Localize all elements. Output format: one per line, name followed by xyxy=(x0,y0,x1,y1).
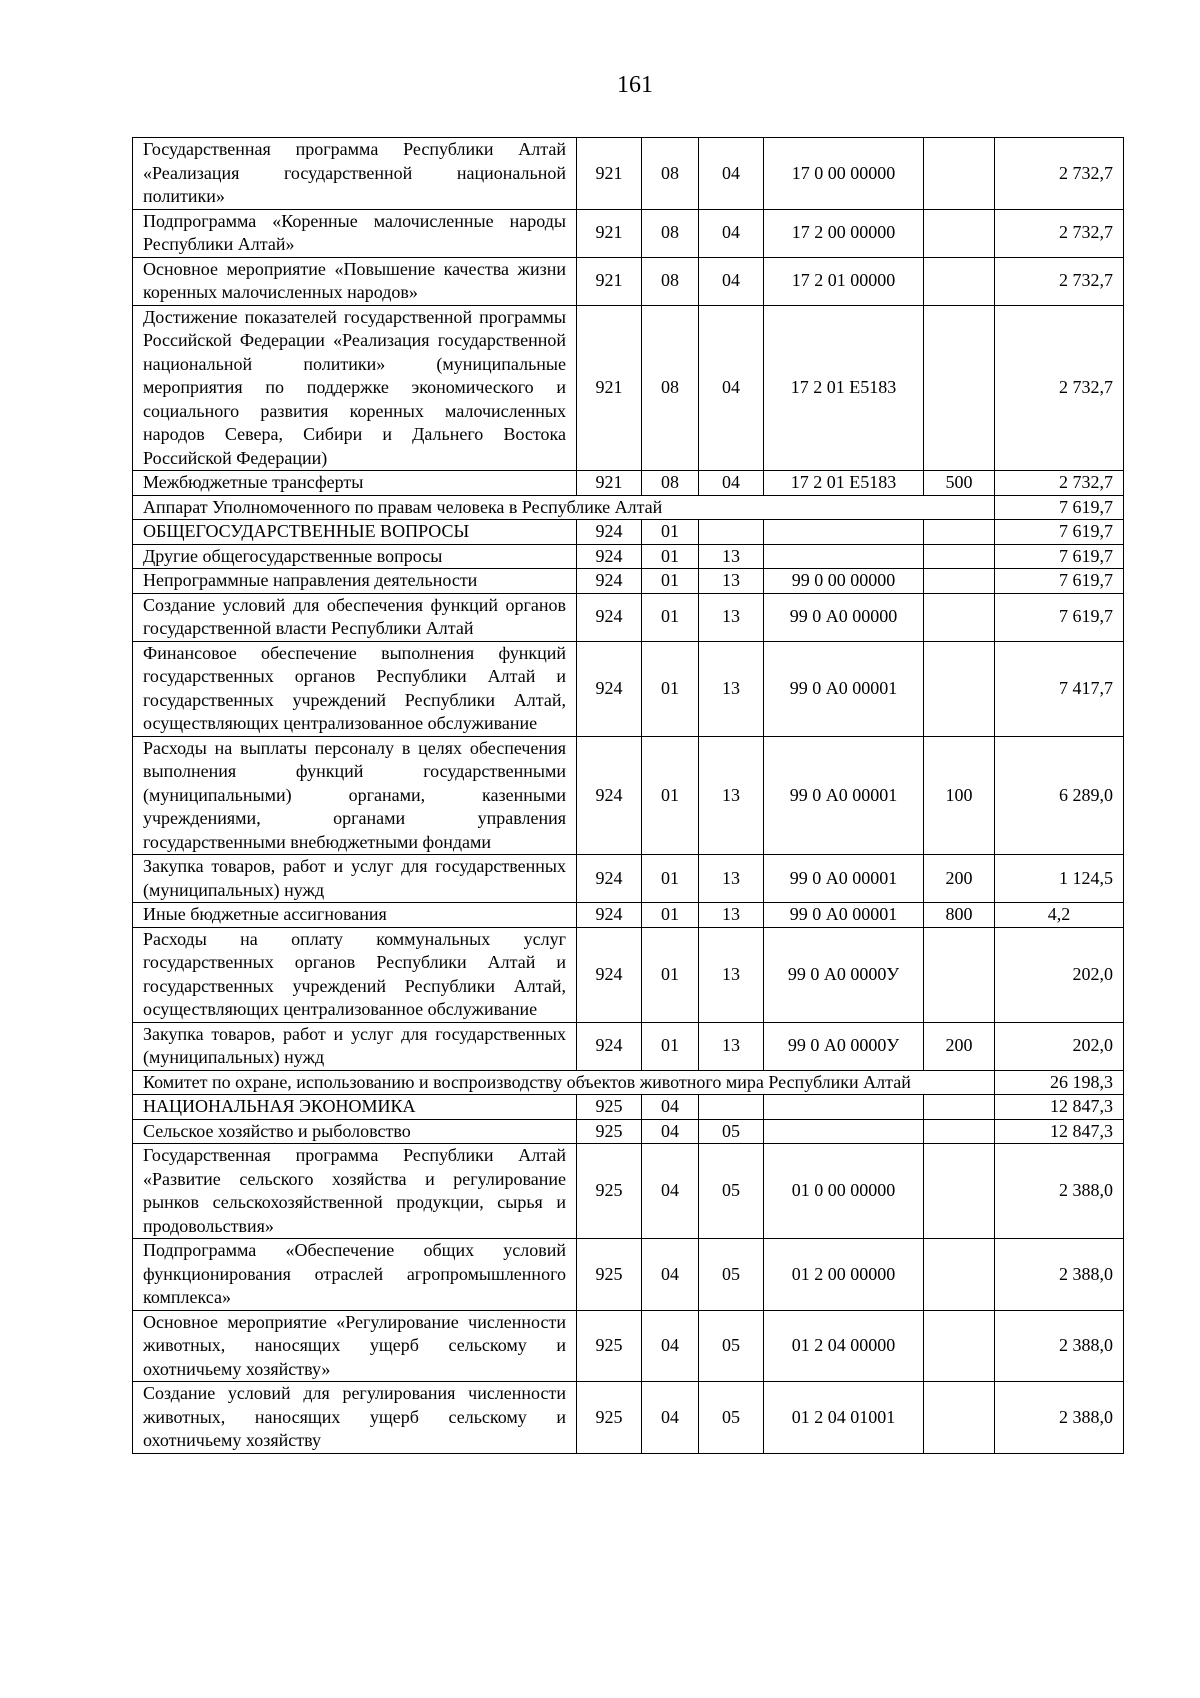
section-code-cell: 08 xyxy=(642,257,699,305)
section-code-cell: 01 xyxy=(642,927,699,1022)
section-code-cell: 04 xyxy=(642,1095,699,1120)
organization-name-cell: Комитет по охране, использованию и воспроизводству объектов животного мира Республики Алтай xyxy=(133,1070,995,1095)
table-section-row xyxy=(133,1070,1124,1095)
item-name-cell: Другие общегосударственные вопросы xyxy=(133,544,577,569)
expense-type-cell xyxy=(924,1144,995,1239)
subsection-code-cell: 04 xyxy=(699,471,764,496)
subsection-code-cell: 05 xyxy=(699,1239,764,1311)
amount-cell: 12 847,3 xyxy=(995,1095,1124,1120)
ministry-code-cell: 925 xyxy=(577,1310,642,1382)
expense-type-cell: 800 xyxy=(924,903,995,928)
target-code-cell: 01 2 04 01001 xyxy=(764,1382,924,1454)
table-row xyxy=(133,641,1124,736)
section-code-cell: 08 xyxy=(642,471,699,496)
target-code-cell: 99 0 А0 00001 xyxy=(764,736,924,855)
target-code-cell xyxy=(764,520,924,545)
section-code-cell: 01 xyxy=(642,569,699,594)
expense-type-cell xyxy=(924,593,995,641)
item-name-cell: Создание условий для обеспечения функций органов государственной власти Республики Алтай xyxy=(133,593,577,641)
ministry-code-cell: 924 xyxy=(577,903,642,928)
subsection-code-cell: 13 xyxy=(699,927,764,1022)
table-row xyxy=(133,593,1124,641)
item-name-cell: Расходы на оплату коммунальных услуг государственных органов Республики Алтай и государственных учреждений Республики Алтай, осуществляющих централизованное обслуживание xyxy=(133,927,577,1022)
amount-cell: 6 289,0 xyxy=(995,736,1124,855)
budget-table xyxy=(132,137,1124,1454)
expense-type-cell xyxy=(924,520,995,545)
subsection-code-cell: 04 xyxy=(699,305,764,471)
subsection-code-cell: 13 xyxy=(699,1022,764,1070)
item-name-cell: Иные бюджетные ассигнования xyxy=(133,903,577,928)
section-code-cell: 01 xyxy=(642,736,699,855)
section-code-cell: 04 xyxy=(642,1119,699,1144)
target-code-cell: 17 2 01 Е5183 xyxy=(764,305,924,471)
page-number: 161 xyxy=(617,72,653,98)
ministry-code-cell: 925 xyxy=(577,1144,642,1239)
expense-type-cell xyxy=(924,209,995,257)
expense-type-cell xyxy=(924,1119,995,1144)
target-code-cell xyxy=(764,544,924,569)
ministry-code-cell: 924 xyxy=(577,736,642,855)
ministry-code-cell: 921 xyxy=(577,305,642,471)
table-row xyxy=(133,927,1124,1022)
expense-type-cell xyxy=(924,1382,995,1454)
item-name-cell: Сельское хозяйство и рыболовство xyxy=(133,1119,577,1144)
amount-cell: 4,2 xyxy=(995,903,1124,928)
amount-cell: 202,0 xyxy=(995,927,1124,1022)
subsection-code-cell: 04 xyxy=(699,138,764,210)
ministry-code-cell: 924 xyxy=(577,569,642,594)
section-code-cell: 08 xyxy=(642,138,699,210)
subsection-code-cell: 13 xyxy=(699,903,764,928)
expense-type-cell xyxy=(924,641,995,736)
subsection-code-cell: 05 xyxy=(699,1119,764,1144)
item-name-cell: Финансовое обеспечение выполнения функций государственных органов Республики Алтай и государственных учреждений Республики Алтай, осуществляющих централизованное обслуживание xyxy=(133,641,577,736)
table-row xyxy=(133,520,1124,545)
expense-type-cell xyxy=(924,1239,995,1311)
amount-cell: 7 619,7 xyxy=(995,495,1124,520)
amount-cell: 2 732,7 xyxy=(995,138,1124,210)
ministry-code-cell: 924 xyxy=(577,1022,642,1070)
table-row xyxy=(133,257,1124,305)
ministry-code-cell: 925 xyxy=(577,1239,642,1311)
target-code-cell: 01 2 04 00000 xyxy=(764,1310,924,1382)
table-row xyxy=(133,209,1124,257)
section-code-cell: 04 xyxy=(642,1239,699,1311)
item-name-cell: НАЦИОНАЛЬНАЯ ЭКОНОМИКА xyxy=(133,1095,577,1120)
amount-cell: 202,0 xyxy=(995,1022,1124,1070)
subsection-code-cell xyxy=(699,520,764,545)
amount-cell: 2 732,7 xyxy=(995,257,1124,305)
amount-cell: 7 619,7 xyxy=(995,544,1124,569)
target-code-cell: 17 0 00 00000 xyxy=(764,138,924,210)
ministry-code-cell: 924 xyxy=(577,641,642,736)
item-name-cell: Государственная программа Республики Алтай «Развитие сельского хозяйства и регулирование рынков сельскохозяйственной продукции, сырья и продовольствия» xyxy=(133,1144,577,1239)
target-code-cell: 99 0 А0 00000 xyxy=(764,593,924,641)
target-code-cell xyxy=(764,1095,924,1120)
amount-cell: 2 732,7 xyxy=(995,471,1124,496)
table-row xyxy=(133,544,1124,569)
subsection-code-cell: 05 xyxy=(699,1382,764,1454)
section-code-cell: 08 xyxy=(642,209,699,257)
table-row xyxy=(133,471,1124,496)
target-code-cell: 99 0 А0 0000У xyxy=(764,927,924,1022)
table-row xyxy=(133,1239,1124,1311)
ministry-code-cell: 921 xyxy=(577,138,642,210)
item-name-cell: Основное мероприятие «Регулирование численности животных, наносящих ущерб сельскому и охотничьему хозяйству» xyxy=(133,1310,577,1382)
subsection-code-cell xyxy=(699,1095,764,1120)
target-code-cell: 17 2 01 00000 xyxy=(764,257,924,305)
ministry-code-cell: 925 xyxy=(577,1382,642,1454)
item-name-cell: Подпрограмма «Коренные малочисленные народы Республики Алтай» xyxy=(133,209,577,257)
amount-cell: 2 732,7 xyxy=(995,305,1124,471)
item-name-cell: Расходы на выплаты персоналу в целях обеспечения выполнения функций государственными (муниципальными) органами, казенными учреждениями, органами управления государственными внебюджетными фондами xyxy=(133,736,577,855)
table-row xyxy=(133,1310,1124,1382)
section-code-cell: 01 xyxy=(642,593,699,641)
amount-cell: 7 619,7 xyxy=(995,569,1124,594)
target-code-cell: 01 2 00 00000 xyxy=(764,1239,924,1311)
target-code-cell xyxy=(764,1119,924,1144)
target-code-cell: 99 0 А0 00001 xyxy=(764,903,924,928)
amount-cell: 1 124,5 xyxy=(995,855,1124,903)
ministry-code-cell: 924 xyxy=(577,544,642,569)
section-code-cell: 04 xyxy=(642,1310,699,1382)
ministry-code-cell: 924 xyxy=(577,593,642,641)
expense-type-cell xyxy=(924,138,995,210)
table-row xyxy=(133,1382,1124,1454)
ministry-code-cell: 924 xyxy=(577,520,642,545)
item-name-cell: Подпрограмма «Обеспечение общих условий функционирования отраслей агропромышленного комплекса» xyxy=(133,1239,577,1311)
target-code-cell: 17 2 01 Е5183 xyxy=(764,471,924,496)
expense-type-cell: 200 xyxy=(924,1022,995,1070)
table-row xyxy=(133,138,1124,210)
ministry-code-cell: 921 xyxy=(577,471,642,496)
target-code-cell: 99 0 А0 0000У xyxy=(764,1022,924,1070)
target-code-cell: 01 0 00 00000 xyxy=(764,1144,924,1239)
amount-cell: 7 619,7 xyxy=(995,593,1124,641)
item-name-cell: Закупка товаров, работ и услуг для государственных (муниципальных) нужд xyxy=(133,1022,577,1070)
expense-type-cell xyxy=(924,305,995,471)
subsection-code-cell: 13 xyxy=(699,569,764,594)
section-code-cell: 01 xyxy=(642,855,699,903)
item-name-cell: Достижение показателей государственной программы Российской Федерации «Реализация государственной национальной политики» (муниципальные мероприятия по поддержке экономического и социального развития коренных малочисленных народов Севера, Сибири и Дальнего Востока Российской Федерации) xyxy=(133,305,577,471)
ministry-code-cell: 924 xyxy=(577,855,642,903)
table-row xyxy=(133,1022,1124,1070)
budget-table-body xyxy=(133,138,1124,1454)
subsection-code-cell: 04 xyxy=(699,209,764,257)
subsection-code-cell: 13 xyxy=(699,641,764,736)
target-code-cell: 99 0 00 00000 xyxy=(764,569,924,594)
table-section-row xyxy=(133,495,1124,520)
ministry-code-cell: 925 xyxy=(577,1119,642,1144)
target-code-cell: 99 0 А0 00001 xyxy=(764,641,924,736)
ministry-code-cell: 924 xyxy=(577,927,642,1022)
item-name-cell: Государственная программа Республики Алтай «Реализация государственной национальной политики» xyxy=(133,138,577,210)
expense-type-cell: 100 xyxy=(924,736,995,855)
item-name-cell: Непрограммные направления деятельности xyxy=(133,569,577,594)
subsection-code-cell: 13 xyxy=(699,855,764,903)
expense-type-cell xyxy=(924,1310,995,1382)
target-code-cell: 99 0 А0 00001 xyxy=(764,855,924,903)
ministry-code-cell: 921 xyxy=(577,257,642,305)
amount-cell: 7 417,7 xyxy=(995,641,1124,736)
section-code-cell: 08 xyxy=(642,305,699,471)
expense-type-cell: 500 xyxy=(924,471,995,496)
table-row xyxy=(133,1144,1124,1239)
ministry-code-cell: 921 xyxy=(577,209,642,257)
expense-type-cell xyxy=(924,257,995,305)
expense-type-cell xyxy=(924,927,995,1022)
table-row xyxy=(133,1095,1124,1120)
expense-type-cell: 200 xyxy=(924,855,995,903)
section-code-cell: 04 xyxy=(642,1382,699,1454)
table-row xyxy=(133,305,1124,471)
subsection-code-cell: 13 xyxy=(699,736,764,855)
section-code-cell: 01 xyxy=(642,1022,699,1070)
table-row xyxy=(133,855,1124,903)
item-name-cell: Создание условий для регулирования численности животных, наносящих ущерб сельскому и охотничьему хозяйству xyxy=(133,1382,577,1454)
amount-cell: 26 198,3 xyxy=(995,1070,1124,1095)
subsection-code-cell: 13 xyxy=(699,544,764,569)
amount-cell: 7 619,7 xyxy=(995,520,1124,545)
table-row xyxy=(133,903,1124,928)
section-code-cell: 04 xyxy=(642,1144,699,1239)
section-code-cell: 01 xyxy=(642,641,699,736)
subsection-code-cell: 05 xyxy=(699,1310,764,1382)
amount-cell: 2 732,7 xyxy=(995,209,1124,257)
section-code-cell: 01 xyxy=(642,544,699,569)
section-code-cell: 01 xyxy=(642,520,699,545)
section-code-cell: 01 xyxy=(642,903,699,928)
table-row xyxy=(133,736,1124,855)
expense-type-cell xyxy=(924,544,995,569)
amount-cell: 2 388,0 xyxy=(995,1382,1124,1454)
item-name-cell: Закупка товаров, работ и услуг для государственных (муниципальных) нужд xyxy=(133,855,577,903)
subsection-code-cell: 13 xyxy=(699,593,764,641)
ministry-code-cell: 925 xyxy=(577,1095,642,1120)
amount-cell: 2 388,0 xyxy=(995,1310,1124,1382)
table-row xyxy=(133,569,1124,594)
expense-type-cell xyxy=(924,569,995,594)
target-code-cell: 17 2 00 00000 xyxy=(764,209,924,257)
amount-cell: 2 388,0 xyxy=(995,1239,1124,1311)
table-row xyxy=(133,1119,1124,1144)
item-name-cell: Межбюджетные трансферты xyxy=(133,471,577,496)
subsection-code-cell: 05 xyxy=(699,1144,764,1239)
expense-type-cell xyxy=(924,1095,995,1120)
amount-cell: 12 847,3 xyxy=(995,1119,1124,1144)
amount-cell: 2 388,0 xyxy=(995,1144,1124,1239)
item-name-cell: ОБЩЕГОСУДАРСТВЕННЫЕ ВОПРОСЫ xyxy=(133,520,577,545)
item-name-cell: Основное мероприятие «Повышение качества жизни коренных малочисленных народов» xyxy=(133,257,577,305)
subsection-code-cell: 04 xyxy=(699,257,764,305)
organization-name-cell: Аппарат Уполномоченного по правам человека в Республике Алтай xyxy=(133,495,995,520)
